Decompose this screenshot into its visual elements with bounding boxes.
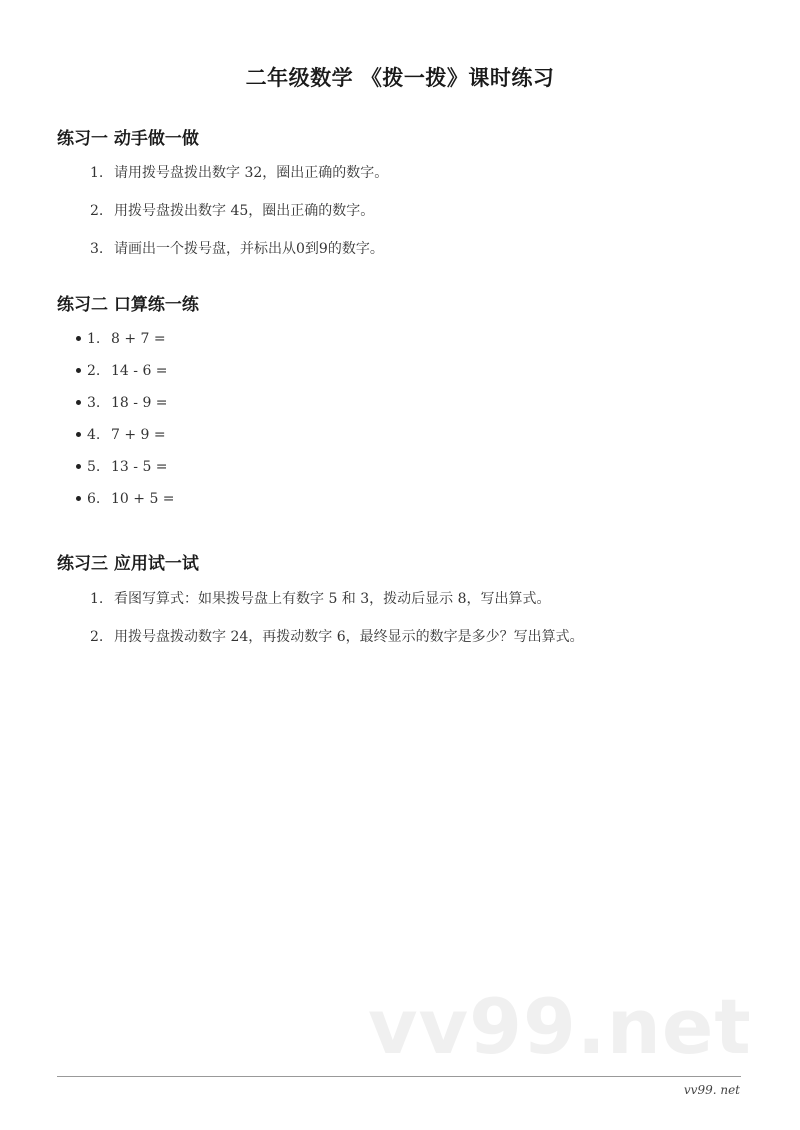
- list-item: [76, 361, 175, 393]
- list-item: [90, 589, 584, 627]
- item-text: 8 + 7 =: [111, 331, 166, 347]
- item-number: 2.: [90, 203, 104, 219]
- item-text: 7 + 9 =: [111, 427, 166, 443]
- list-item: [90, 201, 388, 239]
- item-text: 看图写算式：如果拨号盘上有数字 5 和 3，拨动后显示 8，写出算式。: [114, 591, 551, 607]
- bullet-icon: [76, 400, 81, 405]
- bullet-icon: [76, 368, 81, 373]
- section-heading-2: 练习二 口算练一练: [57, 295, 199, 315]
- bullet-icon: [76, 464, 81, 469]
- item-text: 请画出一个拨号盘，并标出从0到9的数字。: [114, 241, 384, 257]
- list-item: [76, 489, 175, 521]
- item-text: 13 - 5 =: [111, 459, 168, 475]
- bullet-icon: [76, 496, 81, 501]
- list-item: [90, 163, 388, 201]
- footer-site-label: vv99. net: [683, 1083, 740, 1097]
- item-text: 10 + 5 =: [111, 491, 175, 507]
- item-text: 请用拨号盘拨出数字 32，圈出正确的数字。: [114, 165, 389, 181]
- item-number: 3.: [87, 395, 101, 411]
- list-item: [76, 457, 175, 489]
- page-title: 二年级数学 《拨一拨》课时练习: [245, 66, 555, 90]
- list-item: [90, 239, 388, 277]
- footer-divider: [57, 1076, 741, 1077]
- item-number: 2.: [90, 629, 104, 645]
- list-item: [76, 425, 175, 457]
- item-text: 14 - 6 =: [111, 363, 168, 379]
- item-number: 1.: [90, 165, 104, 181]
- item-number: 1.: [90, 591, 104, 607]
- item-number: 3.: [90, 241, 104, 257]
- item-number: 2.: [87, 363, 101, 379]
- exercise-list-2: [76, 329, 175, 521]
- list-item: [76, 393, 175, 425]
- item-number: 1.: [87, 331, 101, 347]
- list-item: [76, 329, 175, 361]
- section-heading-3: 练习三 应用试一试: [57, 554, 199, 574]
- item-text: 18 - 9 =: [111, 395, 168, 411]
- item-text: 用拨号盘拨动数字 24，再拨动数字 6，最终显示的数字是多少？写出算式。: [114, 629, 584, 645]
- item-number: 5.: [87, 459, 101, 475]
- exercise-list-3: [90, 589, 584, 665]
- section-heading-1: 练习一 动手做一做: [57, 129, 199, 149]
- item-number: 6.: [87, 491, 101, 507]
- bullet-icon: [76, 336, 81, 341]
- item-text: 用拨号盘拨出数字 45，圈出正确的数字。: [114, 203, 375, 219]
- list-item: [90, 627, 584, 665]
- exercise-list-1: [90, 163, 388, 277]
- watermark: vv99.net: [368, 982, 752, 1071]
- bullet-icon: [76, 432, 81, 437]
- item-number: 4.: [87, 427, 101, 443]
